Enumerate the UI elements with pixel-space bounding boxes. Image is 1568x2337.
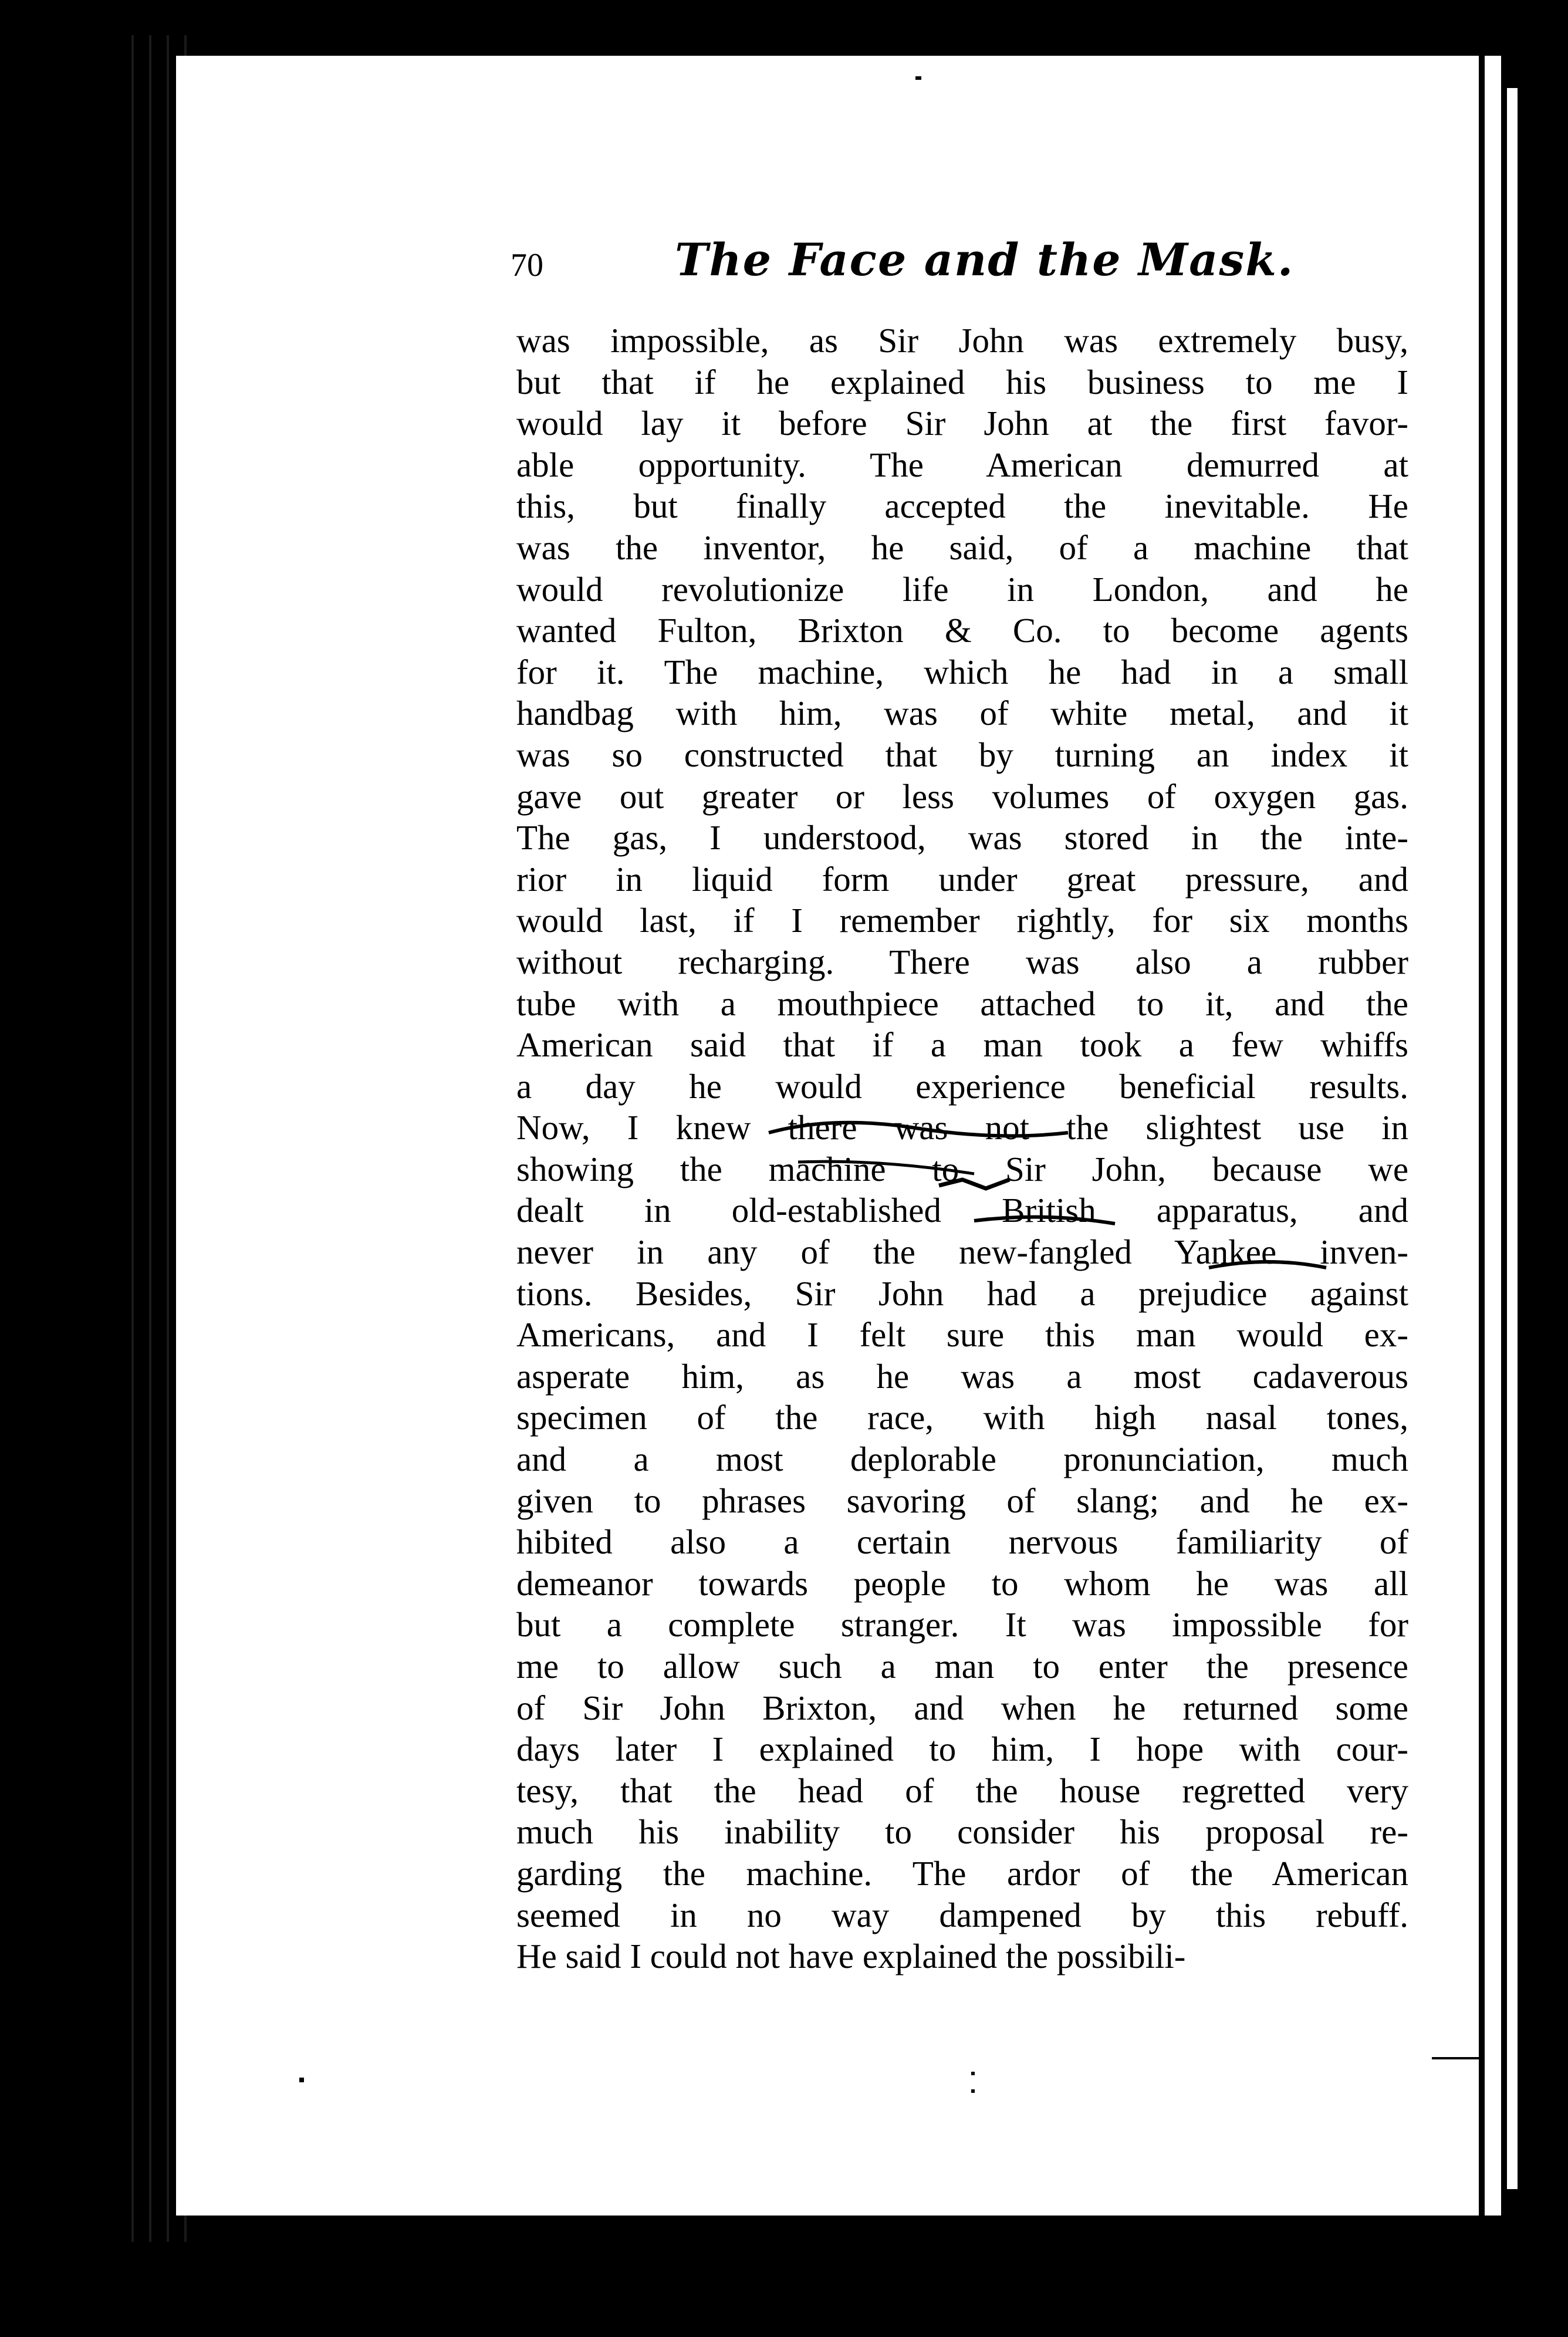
- text-line: asperate him, as he was a most cadaverous: [516, 1356, 1408, 1396]
- scan-fleck: [915, 76, 921, 80]
- text-line: a day he would experience beneficial results.: [516, 1066, 1408, 1106]
- text-line: gave out greater or less volumes of oxygen gas.: [516, 776, 1408, 816]
- ink-scribble-marks: [763, 1092, 1444, 1303]
- page-right-edge: [1479, 56, 1501, 2216]
- text-line: tube with a mouthpiece attached to it, and the: [516, 984, 1408, 1023]
- text-line: given to phrases savoring of slang; and he ex-: [516, 1481, 1408, 1520]
- text-line: this, but finally accepted the inevitable. He: [516, 487, 1408, 526]
- page-header: [511, 234, 1408, 292]
- text-line: much his inability to consider his proposal re-: [516, 1812, 1408, 1852]
- page-right-edge-strip: [1507, 88, 1518, 2189]
- text-line: handbag with him, was of white metal, and it: [516, 694, 1408, 733]
- running-title: The Face and the Mask.: [675, 234, 1295, 286]
- text-line: garding the machine. The ardor of the American: [516, 1853, 1408, 1893]
- text-line: tions. Besides, Sir John had a prejudice against: [516, 1274, 1408, 1313]
- text-line: showing the machine to Sir John, because we: [516, 1149, 1408, 1188]
- text-line: would lay it before Sir John at the first favor-: [516, 404, 1408, 443]
- text-line: hibited also a certain nervous familiarity of: [516, 1522, 1408, 1562]
- text-line: without recharging. There was also a rubber: [516, 942, 1408, 981]
- scan-fleck: [971, 2089, 975, 2093]
- text-line: tesy, that the head of the house regretted very: [516, 1771, 1408, 1810]
- text-line: dealt in old-established British apparatus, and: [516, 1191, 1408, 1230]
- text-line: but that if he explained his business to me I: [516, 362, 1408, 401]
- text-line: rior in liquid form under great pressure, and: [516, 859, 1408, 899]
- text-line: was the inventor, he said, of a machine that: [516, 528, 1408, 567]
- scan-fleck: [299, 2078, 304, 2082]
- text-line: seemed in no way dampened by this rebuff.: [516, 1895, 1408, 1934]
- text-line: but a complete stranger. It was impossible for: [516, 1605, 1408, 1644]
- scan-fleck: [971, 2072, 975, 2075]
- text-line: The gas, I understood, was stored in the inte-: [516, 818, 1408, 857]
- text-line: Now, I knew there was not the slightest use in: [516, 1108, 1408, 1147]
- text-line: days later I explained to him, I hope with cour-: [516, 1730, 1408, 1769]
- page-number: 70: [511, 247, 543, 283]
- text-line: specimen of the race, with high nasal tones,: [516, 1398, 1408, 1437]
- text-line: would last, if I remember rightly, for six months: [516, 901, 1408, 940]
- text-line: American said that if a man took a few whiffs: [516, 1025, 1408, 1065]
- text-line: wanted Fulton, Brixton & Co. to become agents: [516, 611, 1408, 650]
- text-line: for it. The machine, which he had in a small: [516, 652, 1408, 691]
- text-line: me to allow such a man to enter the presence: [516, 1647, 1408, 1686]
- text-line: never in any of the new-fangled Yankee inven-: [516, 1232, 1408, 1272]
- text-line: He said I could not have explained the possibili-: [516, 1937, 1186, 1976]
- text-line: would revolutionize life in London, and he: [516, 569, 1408, 609]
- text-line: Americans, and I felt sure this man would ex-: [516, 1315, 1408, 1355]
- text-line: and a most deplorable pronunciation, much: [516, 1440, 1408, 1479]
- scan-fleck: [1432, 2057, 1479, 2059]
- text-line: of Sir John Brixton, and when he returned some: [516, 1688, 1408, 1727]
- text-line: was impossible, as Sir John was extremely busy,: [516, 321, 1408, 360]
- text-line: demeanor towards people to whom he was all: [516, 1563, 1408, 1603]
- text-line: was so constructed that by turning an index it: [516, 735, 1408, 774]
- text-line: able opportunity. The American demurred at: [516, 445, 1408, 484]
